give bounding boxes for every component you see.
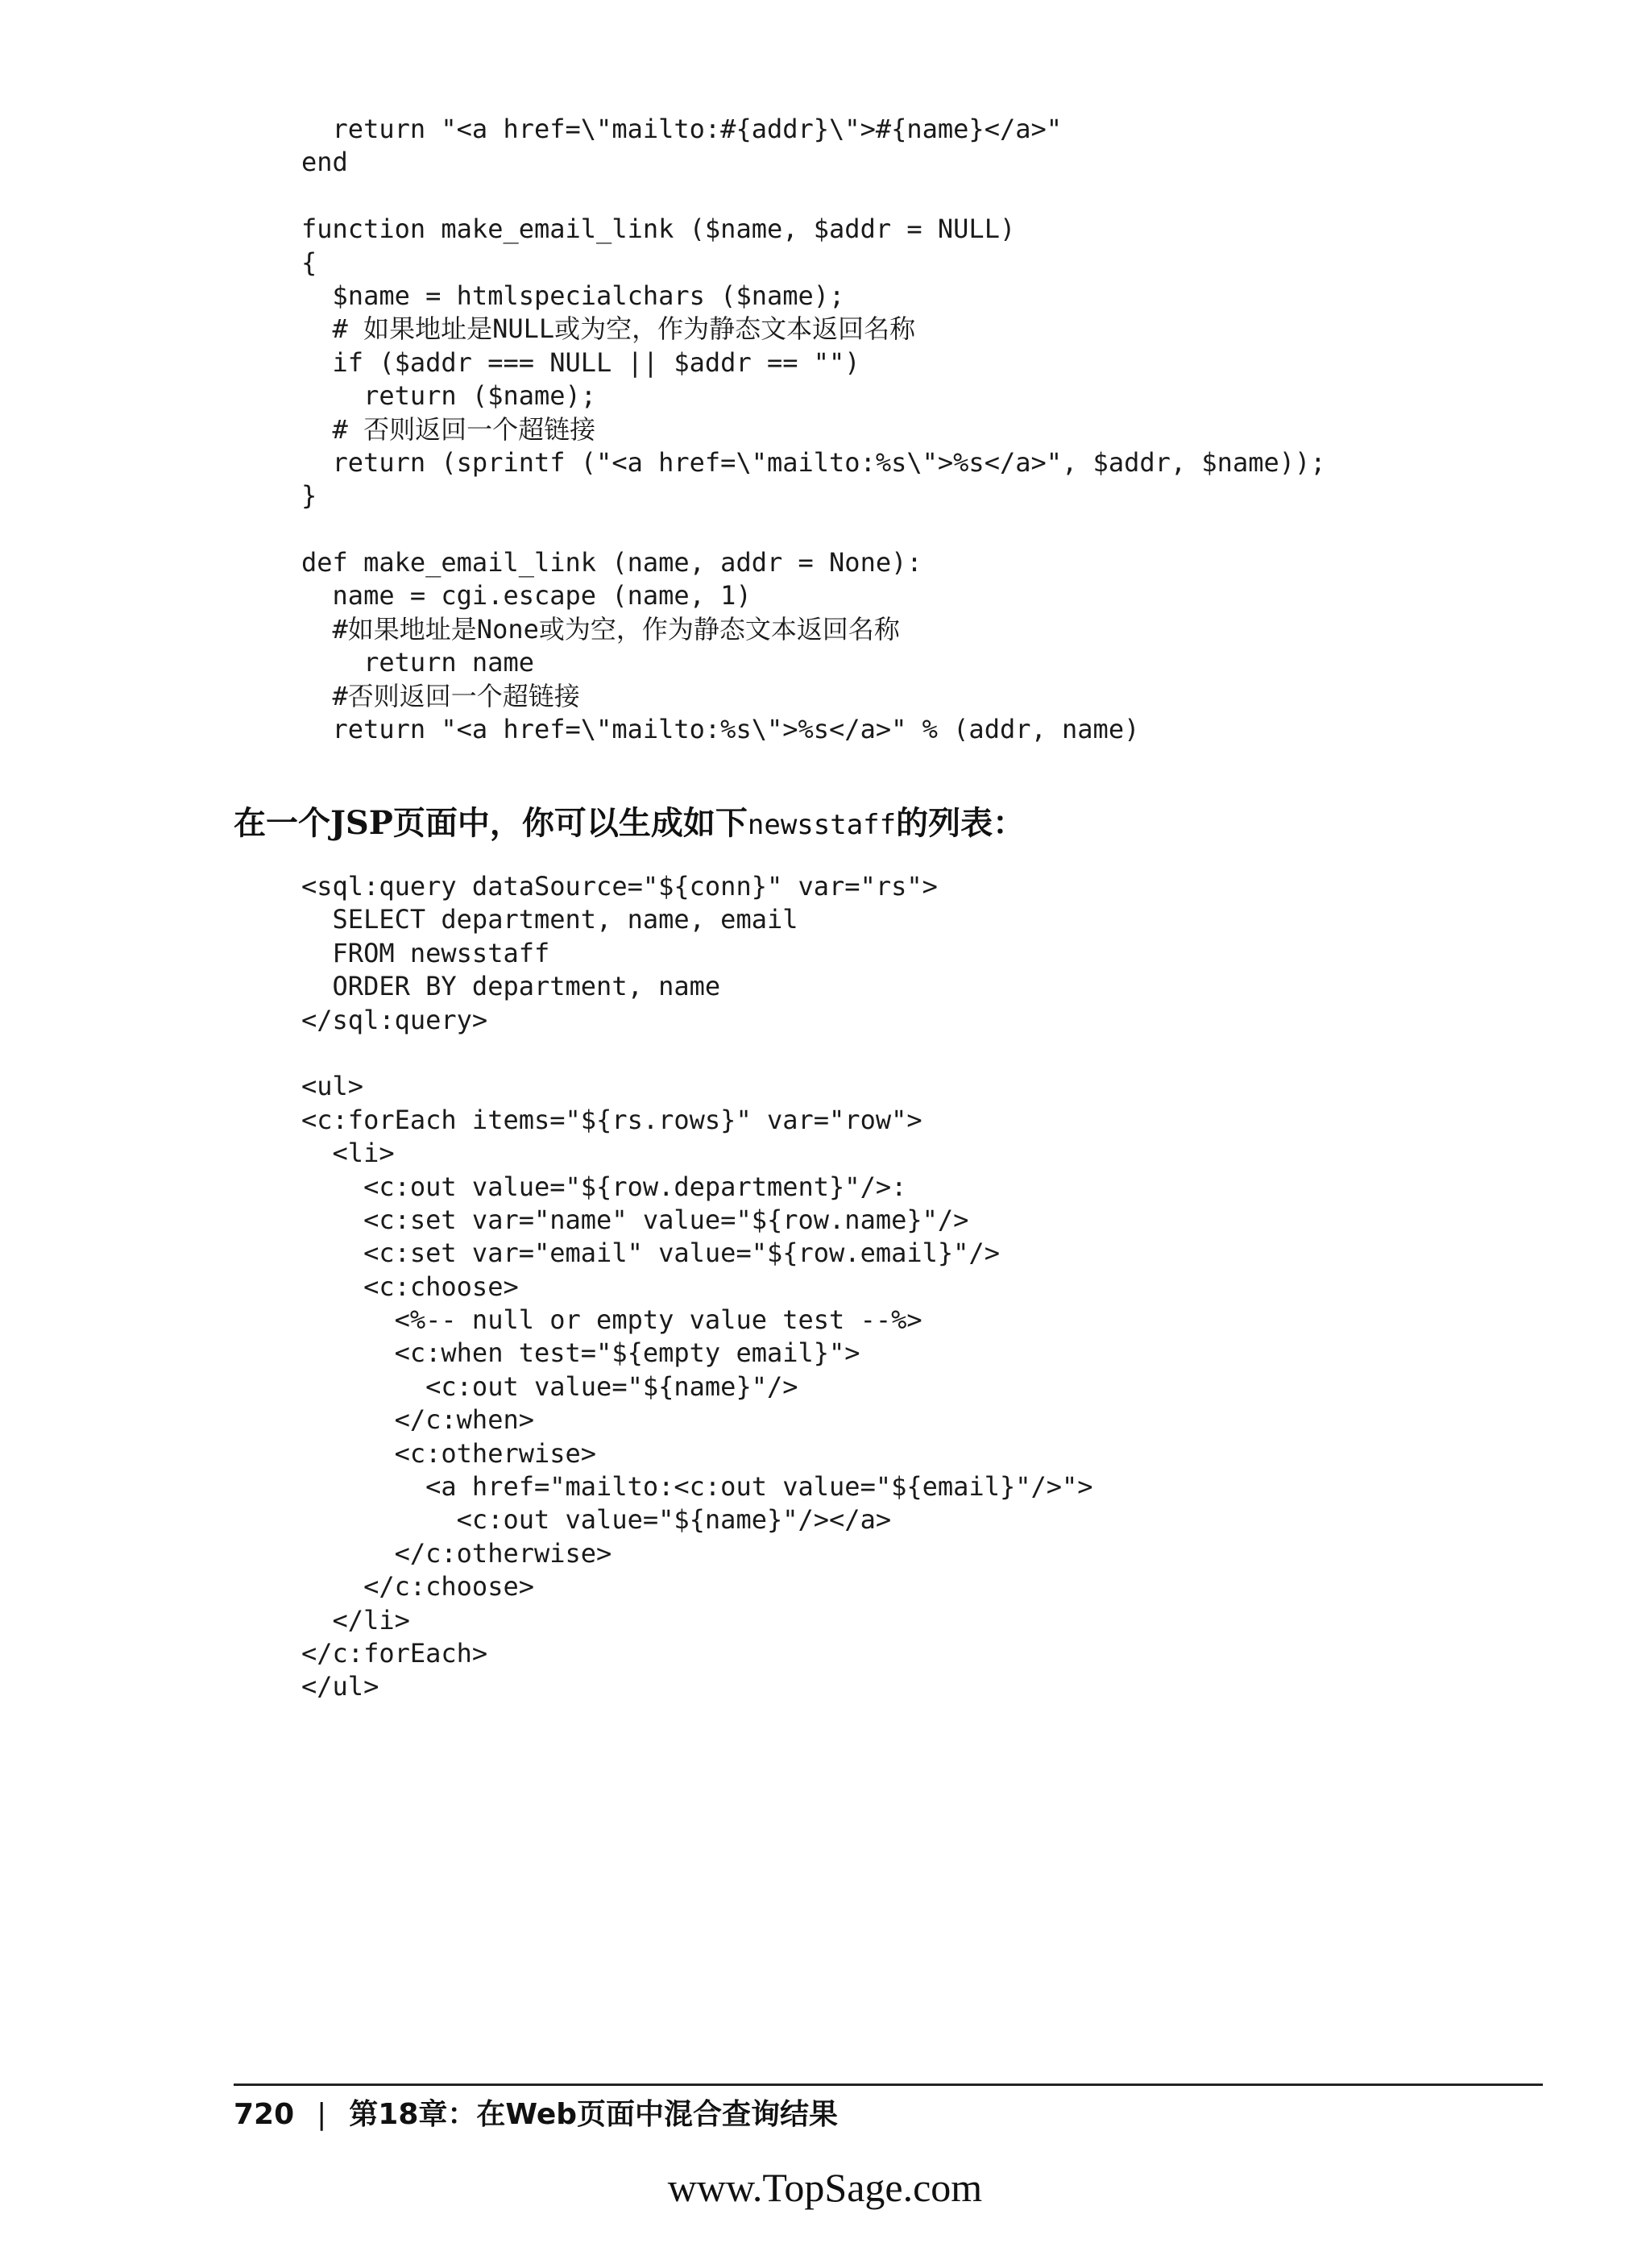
code-line: return ($name); xyxy=(301,380,597,412)
code-line: # 否则返回一个超链接 xyxy=(301,413,596,445)
code-line: <a href="mailto:<c:out value="${email}"/>"> xyxy=(301,1471,1093,1503)
code-line: <sql:query dataSource="${conn}" var="rs"> xyxy=(301,871,938,902)
paragraph-inline-code: newsstaff xyxy=(747,809,897,841)
code-line: } xyxy=(301,480,317,512)
code-line: <c:out value="${row.department}"/>: xyxy=(301,1171,907,1202)
code-line: <c:set var="email" value="${row.email}"/> xyxy=(301,1238,1000,1269)
watermark-text: www.TopSage.com xyxy=(667,2165,983,2210)
code-line: SELECT department, name, email xyxy=(301,904,798,935)
code-line: <ul> xyxy=(301,1071,364,1102)
code-line: return "<a href=\"mailto:%s\">%s</a>" % (addr, name) xyxy=(301,714,1140,745)
code-line: </c:otherwise> xyxy=(301,1537,612,1569)
code-line: end xyxy=(301,147,348,178)
code-line: <c:choose> xyxy=(301,1271,519,1302)
code-line: </ul> xyxy=(301,1671,379,1702)
code-line: <%-- null or empty value test --%> xyxy=(301,1304,922,1336)
code-line: <c:set var="name" value="${row.name}"/> xyxy=(301,1204,969,1235)
code-line: # 如果地址是NULL或为空，作为静态文本返回名称 xyxy=(301,313,916,345)
code-line: FROM newsstaff xyxy=(301,937,550,968)
paragraph-text-after: 的列表： xyxy=(896,804,1026,842)
code-line: <li> xyxy=(301,1138,395,1169)
body-paragraph xyxy=(234,798,1025,844)
code-block-ruby-php-python xyxy=(301,113,1326,746)
code-line: return (sprintf ("<a href=\"mailto:%s\">%s</a>", $addr, $name)); xyxy=(301,446,1326,478)
code-line: <c:otherwise> xyxy=(301,1437,597,1469)
code-line: </sql:query> xyxy=(301,1004,488,1035)
code-line xyxy=(301,1037,1093,1070)
code-line: ORDER BY department, name xyxy=(301,971,721,1002)
code-line: $name = htmlspecialchars ($name); xyxy=(301,280,845,311)
page-footer xyxy=(234,2092,838,2133)
code-line: { xyxy=(301,247,317,278)
footer-separator: | xyxy=(317,2098,327,2131)
code-line: <c:out value="${name}"/></a> xyxy=(301,1504,892,1536)
footer-divider xyxy=(234,2083,1543,2086)
code-line: #否则返回一个超链接 xyxy=(301,680,580,711)
code-line: </li> xyxy=(301,1604,410,1636)
chapter-title: 第18章：在Web页面中混合查询结果 xyxy=(349,2098,839,2131)
code-line: return name xyxy=(301,647,534,678)
code-line xyxy=(301,180,1326,213)
code-line: if ($addr === NULL || $addr == "") xyxy=(301,346,860,378)
code-line: <c:forEach items="${rs.rows}" var="row"> xyxy=(301,1104,922,1135)
code-block-jsp xyxy=(301,870,1093,1704)
code-line: def make_email_link (name, addr = None): xyxy=(301,547,922,578)
code-line: name = cgi.escape (name, 1) xyxy=(301,580,752,612)
code-line: #如果地址是None或为空，作为静态文本返回名称 xyxy=(301,613,900,645)
paragraph-text-before: 在一个JSP页面中，你可以生成如下 xyxy=(234,804,748,842)
code-line: function make_email_link ($name, $addr = NULL) xyxy=(301,214,1016,245)
code-line: </c:forEach> xyxy=(301,1637,488,1669)
code-line xyxy=(301,513,1326,546)
code-line: </c:when> xyxy=(301,1404,534,1436)
code-line: <c:out value="${name}"/> xyxy=(301,1370,798,1402)
code-line: return "<a href=\"mailto:#{addr}\">#{name}</a>" xyxy=(301,114,1063,144)
code-line: <c:when test="${empty email}"> xyxy=(301,1337,860,1369)
page-number: 720 xyxy=(234,2098,295,2131)
code-line: </c:choose> xyxy=(301,1571,534,1603)
